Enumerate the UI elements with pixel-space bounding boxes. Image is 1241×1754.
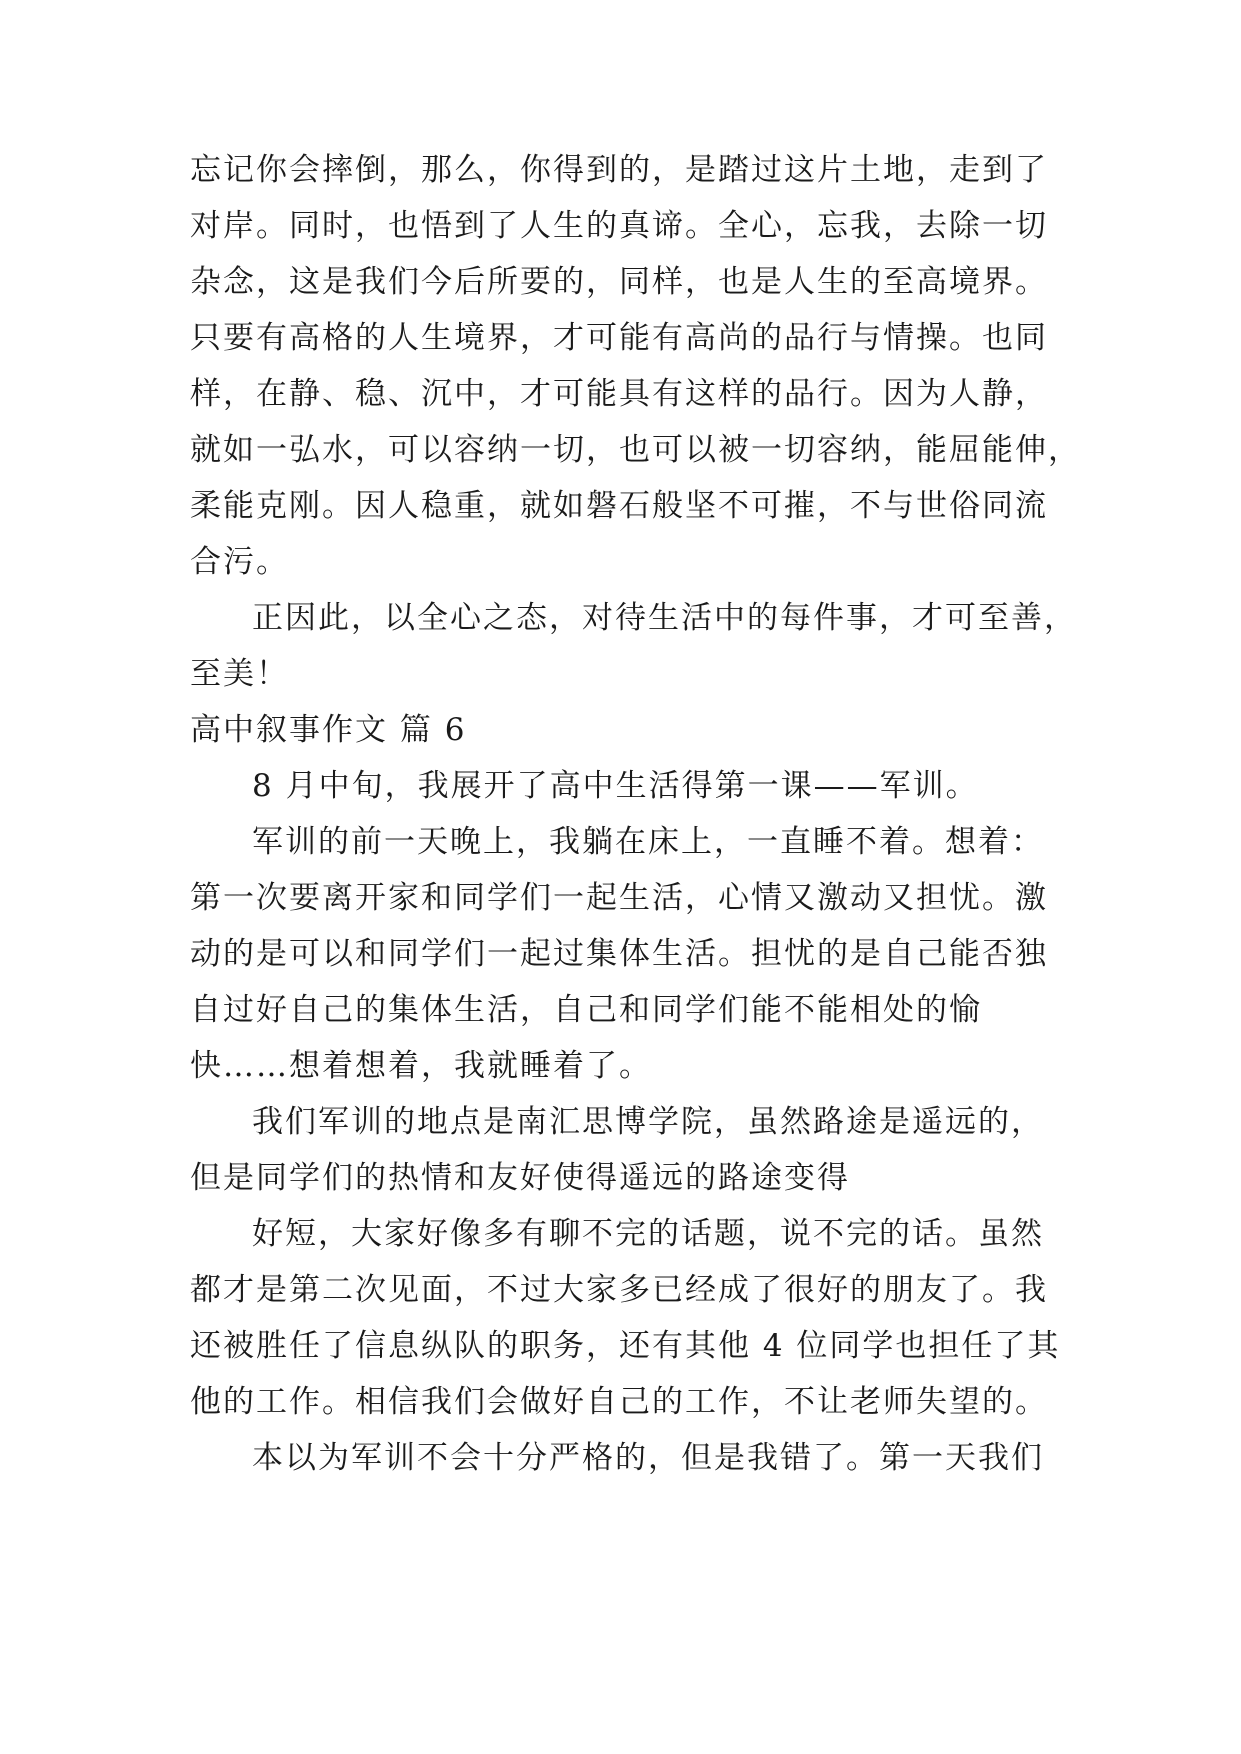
- text-line: 正因此，以全心之态，对待生活中的每件事，才可至善，: [252, 600, 1077, 636]
- text-line: 他的工作。相信我们会做好自己的工作，不让老师失望的。: [190, 1384, 1048, 1420]
- text-line: 动的是可以和同学们一起过集体生活。担忧的是自己能否独: [190, 936, 1048, 972]
- text-line: 8 月中旬，我展开了高中生活得第一课——军训。: [252, 768, 979, 804]
- text-line: 合污。: [190, 544, 289, 580]
- text-line: 我们军训的地点是南汇思博学院，虽然路途是遥远的，: [252, 1104, 1044, 1140]
- text-line: 还被胜任了信息纵队的职务，还有其他 4 位同学也担任了其: [190, 1328, 1061, 1364]
- text-line: 都才是第二次见面，不过大家多已经成了很好的朋友了。我: [190, 1272, 1048, 1308]
- text-line: 但是同学们的热情和友好使得遥远的路途变得: [190, 1160, 850, 1196]
- text-line: 第一次要离开家和同学们一起生活，心情又激动又担忧。激: [190, 880, 1048, 916]
- text-line: 柔能克刚。因人稳重，就如磐石般坚不可摧，不与世俗同流: [190, 488, 1048, 524]
- text-line: 杂念，这是我们今后所要的，同样，也是人生的至高境界。: [190, 264, 1048, 300]
- text-line: 忘记你会摔倒，那么，你得到的，是踏过这片土地，走到了: [190, 152, 1048, 188]
- text-line: 快……想着想着，我就睡着了。: [190, 1048, 652, 1084]
- section-heading: 高中叙事作文 篇 6: [190, 712, 467, 748]
- text-line: 军训的前一天晚上，我躺在床上，一直睡不着。想着：: [252, 824, 1044, 860]
- text-line: 至美！: [190, 656, 289, 692]
- text-line: 就如一弘水，可以容纳一切，也可以被一切容纳，能屈能伸，: [190, 432, 1081, 468]
- text-line: 好短，大家好像多有聊不完的话题，说不完的话。虽然: [252, 1216, 1044, 1252]
- text-line: 自过好自己的集体生活，自己和同学们能不能相处的愉: [190, 992, 982, 1028]
- text-line: 只要有高格的人生境界，才可能有高尚的品行与情操。也同: [190, 320, 1048, 356]
- text-line: 样，在静、稳、沉中，才可能具有这样的品行。因为人静，: [190, 376, 1048, 412]
- text-line: 本以为军训不会十分严格的，但是我错了。第一天我们: [252, 1440, 1044, 1476]
- text-line: 对岸。同时，也悟到了人生的真谛。全心，忘我，去除一切: [190, 208, 1048, 244]
